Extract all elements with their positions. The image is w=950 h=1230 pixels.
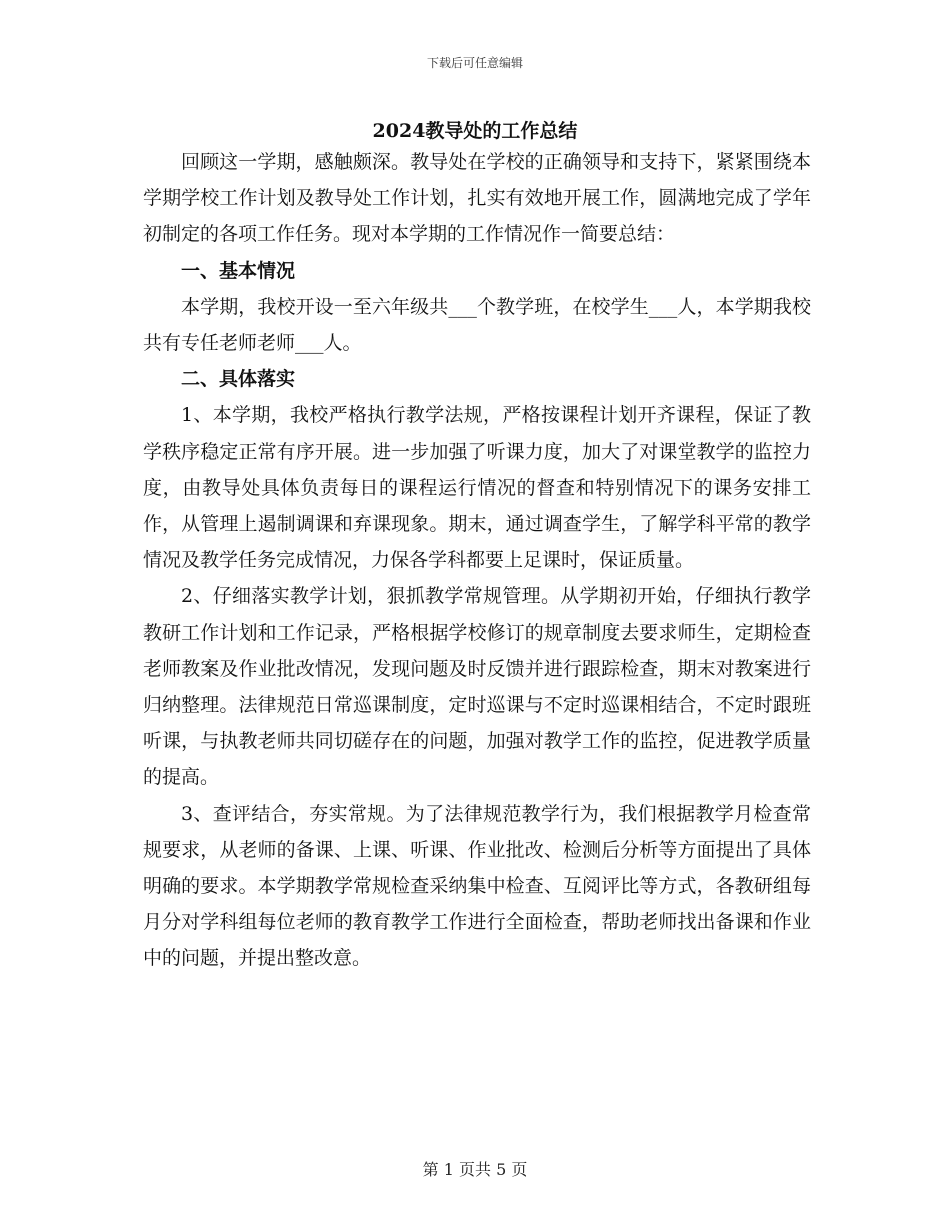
implementation-item-3: 3、查评结合，夯实常规。为了法律规范教学行为，我们根据教学月检查常规要求，从老师的备课、上课、听课、作业批改、检测后分析等方面提出了具体明确的要求。本学期教学常规检查采纳集中检查、互阅评比等方式，各教研组每月分对学科组每位老师的教育教学工作进行全面检查，帮助老师找出备课和作业中的问题，并提出整改意。 (143, 802, 811, 970)
section-heading-basic: 一、基本情况 (181, 259, 296, 282)
implementation-item-1: 1、本学期，我校严格执行教学法规，严格按课程计划开齐课程，保证了教学秩序稳定正常有序开展。进一步加强了听课力度，加大了对课堂教学的监控力度，由教导处具体负责每日的课程运行情况的督查和特别情况下的课务安排工作，从管理上遏制调课和弃课现象。期末，通过调查学生，了解学科平常的教学情况及教学任务完成情况，力保各学科都要上足课时，保证质量。 (143, 404, 811, 572)
page-header: 下载后可任意编辑 (426, 56, 523, 70)
section-heading-implementation: 二、具体落实 (181, 368, 296, 391)
document-title: 2024教导处的工作总结 (372, 120, 578, 142)
section-basic-paragraph: 本学期，我校开设一至六年级共___个教学班，在校学生___人，本学期我校共有专任老师老师___人。 (143, 295, 811, 355)
page-number-footer: 第 1 页共 5 页 (422, 1160, 528, 1179)
document-body (143, 144, 811, 977)
implementation-item-2: 2、仔细落实教学计划，狠抓教学常规管理。从学期初开始，仔细执行教学教研工作计划和工作记录，严格根据学校修订的规章制度去要求师生，定期检查老师教案及作业批改情况，发现问题及时反馈并进行跟踪检查，期末对教案进行归纳整理。法律规范日常巡课制度，定时巡课与不定时巡课相结合，不定时跟班听课，与执教老师共同切磋存在的问题，加强对教学工作的监控，促进教学质量的提高。 (143, 585, 811, 789)
intro-paragraph: 回顾这一学期，感触颇深。教导处在学校的正确领导和支持下，紧紧围绕本学期学校工作计划及教导处工作计划，扎实有效地开展工作，圆满地完成了学年初制定的各项工作任务。现对本学期的工作情况作一简要总结： (143, 151, 811, 246)
